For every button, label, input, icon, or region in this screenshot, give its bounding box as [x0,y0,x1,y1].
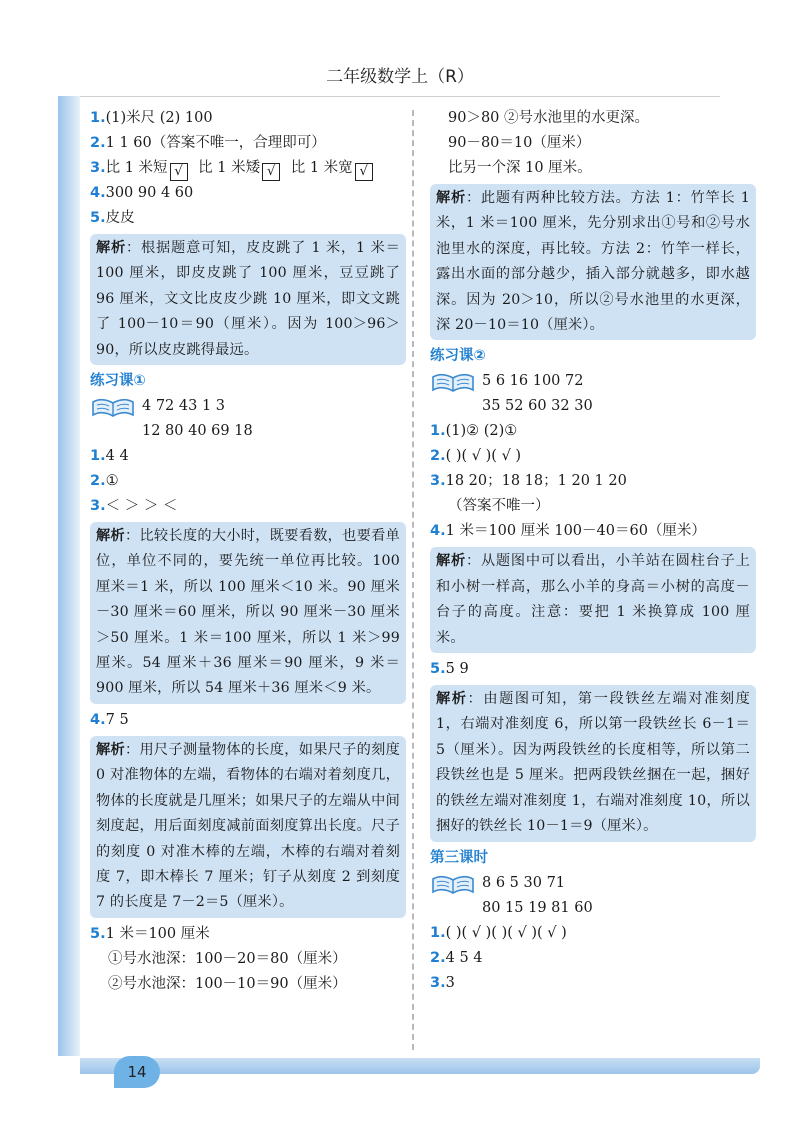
page-header: 二年级数学上（R） [326,67,474,87]
analysis-note: 解析：根据题意可知，皮皮跳了 1 米，1 米＝100 厘米，即皮皮跳了 100 厘米，豆豆跳了 96 厘米，文文比皮皮少跳 10 厘米，即文文跳了 100－10＝90（厘米）。因为 100＞96＞90，所以皮皮跳得最远。 [90,234,406,365]
open-book-icon [430,371,476,393]
answer-2: 2.1 1 60（答案不唯一，合理即可） [90,135,326,151]
lesson-answer-2: 2.4 5 4 [430,949,483,966]
answer-5: 5.皮皮 [90,210,135,226]
bottom-decoration-bar [80,1058,760,1074]
practice-answer-2: 2.( )( √ )( √ ) [430,448,522,465]
pool-depth-1: ①号水池深：100－20＝80（厘米） [108,950,347,967]
checkbox-checked: √ [170,163,188,181]
left-column [90,106,406,997]
answer-note: （答案不唯一） [448,498,550,515]
column-divider [412,110,414,1050]
continued-line: 90＞80 ②号水池里的水更深。 [448,110,650,126]
continued-line: 比另一个深 10 厘米。 [448,160,592,176]
practice-answer-2: 2.① [90,473,119,490]
answer-3: 3.比 1 米短 √ 比 1 米矮 √ 比 1 米宽 √ [90,156,406,181]
lesson-answer-1: 1.( )( √ )( )( √ )( √ ) [430,924,567,941]
section-title: 练习课② [430,348,486,365]
warmup-row: 12 80 40 69 18 [142,423,253,440]
practice-answer-3: 3.＜ ＞ ＞ ＜ [90,498,178,515]
analysis-note: 解析：此题有两种比较方法。方法 1：竹竿长 1 米，1 米＝100 厘米，先分别求出①号和②号水池里水的深度，再比较。方法 2：竹竿一样长，露出水面的部分越少，插入部分就越多，即水越深。因为 20＞10，所以②号水池里的水更深，深 20－10＝10（厘米）。 [430,184,756,340]
pool-depth-2: ②号水池深：100－10＝90（厘米） [108,975,347,992]
warmup-row: 4 72 43 1 3 [90,394,406,419]
open-book-icon [90,396,136,418]
answer-4: 4.300 90 4 60 [90,185,194,201]
warmup-row: 35 52 60 32 30 [482,398,593,415]
section-title: 第三课时 [430,849,488,866]
header-rule [80,96,720,97]
open-book-icon [430,873,476,895]
practice-answer-5: 5.1 米＝100 厘米 [90,925,210,942]
right-column [430,106,756,996]
continued-line: 90－80＝10（厘米） [448,135,591,151]
practice-answer-4: 4.1 米＝100 厘米 100－40＝60（厘米） [430,523,706,540]
analysis-note: 解析：从题图中可以看出，小羊站在圆柱台子上和小树一样高，那么小羊的身高＝小树的高度－台子的高度。注意：要把 1 米换算成 100 厘米。 [430,547,756,653]
warmup-row: 8 6 5 30 71 [430,871,756,896]
practice-answer-5: 5.5 9 [430,661,469,678]
checkbox-checked: √ [262,163,280,181]
analysis-note: 解析：用尺子测量物体的长度，如果尺子的刻度 0 对准物体的左端，看物体的右端对着刻度几，物体的长度就是几厘米；如果尺子的左端从中间刻度起，用后面刻度减前面刻度算出长度。尺子的刻度 0 对准木棒的左端，木棒的右端对着刻度 7，即木棒长 7 厘米；钉子从刻度 2 到刻度 7 的长度是 7－2＝5（厘米）。 [90,736,406,918]
warmup-row: 80 15 19 81 60 [482,899,593,916]
practice-answer-1: 1.(1)② (2)① [430,423,518,440]
analysis-note: 解析：由题图可知，第一段铁丝左端对准刻度 1，右端对准刻度 6，所以第一段铁丝长 6－1＝5（厘米）。因为两段铁丝的长度相等，所以第二段铁丝也是 5 厘米。把两段铁丝捆在一起，捆好的铁丝左端对准刻度 1，右端对准刻度 10，所以捆好的铁丝长 10－1＝9（厘米）。 [430,685,756,841]
page-number: 14 [114,1056,160,1088]
page-spine-decoration [58,96,80,1056]
section-title: 练习课① [90,373,146,390]
analysis-note: 解析：比较长度的大小时，既要看数，也要看单位，单位不同的，要先统一单位再比较。100 厘米＝1 米，所以 100 厘米＜10 米。90 厘米－30 厘米＝60 厘米，所以 90 厘米－30 厘米＞50 厘米。1 米＝100 厘米，所以 1 米＞99 厘米。54 厘米＋36 厘米＝90 厘米，9 米＝900 厘米，所以 54 厘米＋36 厘米＜9 米。 [90,522,406,704]
lesson-answer-3: 3.3 [430,974,455,991]
answer-1: 1.(1)米尺 (2) 100 [90,110,213,126]
practice-answer-3: 3.18 20；18 18；1 20 1 20 [430,473,627,490]
practice-answer-1: 1.4 4 [90,448,129,465]
practice-answer-4: 4.7 5 [90,711,129,728]
checkbox-checked: √ [355,163,373,181]
warmup-row: 5 6 16 100 72 [430,369,756,394]
